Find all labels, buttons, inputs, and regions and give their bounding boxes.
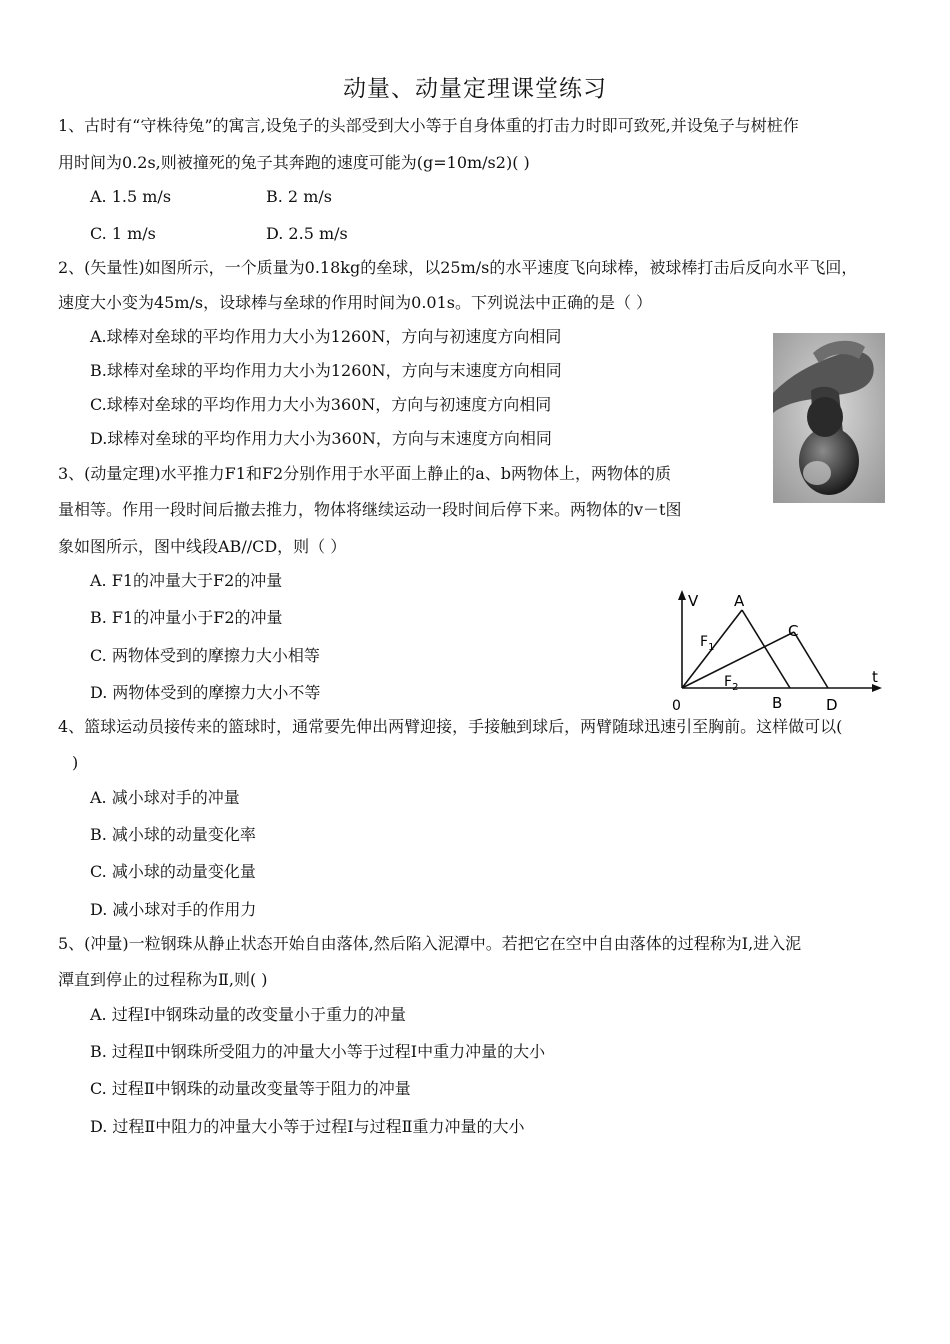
q5-stem-line-1: 5、(冲量)一粒钢珠从静止状态开始自由落体,然后陷入泥潭中。若把它在空中自由落体的过程称为Ⅰ,进入泥 [58,934,802,953]
graph-label-f1-main: F [700,634,709,650]
q1-option-d: D. 2.5 m/s [266,224,348,243]
q5-option-d: D. 过程Ⅱ中阻力的冲量大小等于过程Ⅰ与过程Ⅱ重力冲量的大小 [90,1117,525,1136]
q3-stem-line-1: 3、(动量定理)水平推力F1和F2分别作用于水平面上静止的a、b两物体上，两物体的质 [58,464,672,483]
graph-axis-v-arrow [678,590,686,600]
q2-stem-line-2: 速度大小变为45m/s，设球棒与垒球的作用时间为0.01s。下列说法中正确的是（ ） [58,293,653,312]
graph-label-c: C [788,622,799,640]
q5-option-b: B. 过程Ⅱ中钢珠所受阻力的冲量大小等于过程Ⅰ中重力冲量的大小 [90,1042,546,1061]
q2-option-d: D.球棒对垒球的平均作用力大小为360N，方向与末速度方向相同 [90,429,552,448]
graph-label-f1-sub: 1 [708,642,715,653]
q1-option-b: B. 2 m/s [266,187,332,206]
q1-option-a: A. 1.5 m/s [90,187,172,206]
q2-option-b: B.球棒对垒球的平均作用力大小为1260N，方向与末速度方向相同 [90,361,562,380]
graph-label-v: V [688,592,699,610]
q3-stem-line-3: 象如图所示，图中线段AB//CD，则（ ） [58,537,347,556]
graph-label-t: t [872,668,878,686]
graph-line-ab [742,610,790,688]
graph-label-b: B [772,694,783,712]
q4-stem-line-1: 4、篮球运动员接传来的篮球时，通常要先伸出两臂迎接，手接触到球后，两臂随球迅速引至胸前。这样做可以( [58,717,843,736]
q3-option-d: D. 两物体受到的摩擦力大小不等 [90,683,321,702]
graph-label-d: D [826,696,838,714]
q1-option-c: C. 1 m/s [90,224,156,243]
baseball-bat-photo [773,333,885,503]
graph-label-a: A [734,592,745,610]
page-title: 动量、动量定理课堂练习 [343,76,607,102]
graph-label-f2-sub: 2 [732,682,739,693]
graph-line-oc [682,632,794,688]
q4-option-b: B. 减小球的动量变化率 [90,825,256,844]
q1-stem-line-1: 1、古时有“守株待兔”的寓言,设兔子的头部受到大小等于自身体重的打击力时即可致死,并设兔子与树桩作 [58,116,799,135]
vt-graph [668,588,890,716]
graph-label-f2-main: F [724,674,733,690]
q5-option-a: A. 过程Ⅰ中钢珠动量的改变量小于重力的冲量 [90,1005,407,1024]
q5-stem-line-2: 潭直到停止的过程称为Ⅱ,则( ) [58,970,268,989]
q4-option-a: A. 减小球对手的冲量 [90,788,240,807]
q3-option-a: A. F1的冲量大于F2的冲量 [90,571,283,590]
q4-option-c: C. 减小球的动量变化量 [90,862,256,881]
q4-stem-line-2: ) [72,753,79,772]
q5-option-c: C. 过程Ⅱ中钢珠的动量改变量等于阻力的冲量 [90,1079,411,1098]
graph-line-cd [794,632,828,688]
q1-stem-line-2: 用时间为0.2s,则被撞死的兔子其奔跑的速度可能为(g=10m/s2)( ) [58,153,530,172]
q4-option-d: D. 减小球对手的作用力 [90,900,257,919]
graph-label-origin: 0 [672,698,681,714]
q2-option-a: A.球棒对垒球的平均作用力大小为1260N，方向与初速度方向相同 [90,327,562,346]
q3-option-c: C. 两物体受到的摩擦力大小相等 [90,646,320,665]
q2-stem-line-1: 2、(矢量性)如图所示，一个质量为0.18kg的垒球，以25m/s的水平速度飞向球棒，被球棒打击后反向水平飞回， [58,258,858,277]
graph-label-f2 [724,674,738,693]
graph-label-f1 [700,634,714,653]
q3-option-b: B. F1的冲量小于F2的冲量 [90,608,283,627]
q3-stem-line-2: 量相等。作用一段时间后撤去推力，物体将继续运动一段时间后停下来。两物体的v－t图 [58,500,682,519]
q2-option-c: C.球棒对垒球的平均作用力大小为360N，方向与初速度方向相同 [90,395,552,414]
